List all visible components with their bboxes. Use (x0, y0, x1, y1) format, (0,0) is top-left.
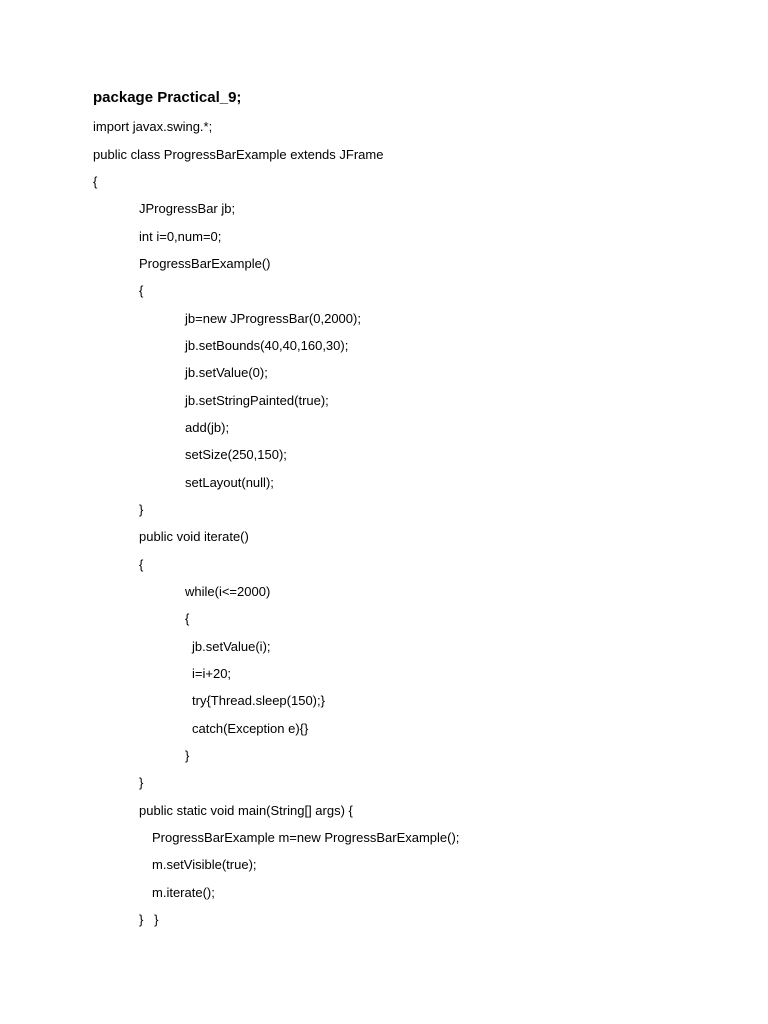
closing-braces: } } (139, 912, 159, 927)
code-line: jb.setBounds(40,40,160,30); (185, 338, 349, 353)
while-open-brace: { (185, 611, 190, 626)
field-declaration-ints: int i=0,num=0; (139, 229, 222, 244)
code-line: setSize(250,150); (185, 447, 287, 462)
field-declaration-jb: JProgressBar jb; (139, 201, 236, 216)
main-method-signature: public static void main(String[] args) { (139, 803, 353, 818)
code-line: jb.setStringPainted(true); (185, 393, 329, 408)
code-line: jb.setValue(0); (185, 365, 268, 380)
constructor-close-brace: } (139, 502, 144, 517)
code-line: ProgressBarExample m=new ProgressBarExample(); (152, 830, 460, 845)
iterate-close-brace: } (139, 775, 144, 790)
constructor-signature: ProgressBarExample() (139, 256, 271, 271)
while-loop: while(i<=2000) (185, 584, 271, 599)
constructor-open-brace: { (139, 283, 144, 298)
code-line: add(jb); (185, 420, 230, 435)
import-statement: import javax.swing.*; (93, 119, 213, 134)
code-line: m.setVisible(true); (152, 857, 257, 872)
code-line: m.iterate(); (152, 885, 215, 900)
code-line: try{Thread.sleep(150);} (192, 693, 325, 708)
while-close-brace: } (185, 748, 190, 763)
iterate-open-brace: { (139, 557, 144, 572)
code-line: i=i+20; (192, 666, 232, 681)
code-line: catch(Exception e){} (192, 721, 309, 736)
code-line: setLayout(null); (185, 475, 274, 490)
class-open-brace: { (93, 174, 98, 189)
iterate-method-signature: public void iterate() (139, 529, 249, 544)
code-line: jb.setValue(i); (192, 639, 271, 654)
code-line: jb=new JProgressBar(0,2000); (185, 311, 361, 326)
class-declaration: public class ProgressBarExample extends JFrame (93, 147, 384, 162)
package-declaration: package Practical_9; (93, 89, 242, 106)
